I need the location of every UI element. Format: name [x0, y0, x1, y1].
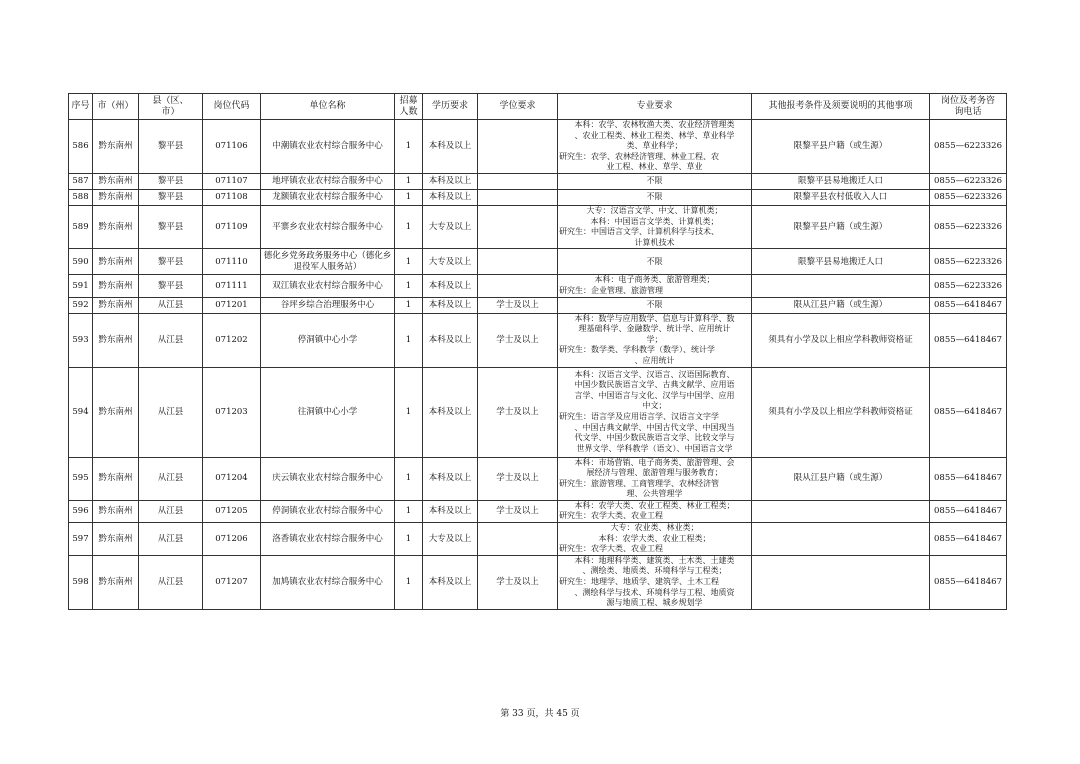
cell-count: 1 — [395, 189, 423, 205]
cell-other: 须具有小学及以上相应学科教师资格证 — [752, 367, 930, 457]
cell-city: 黔东南州 — [93, 500, 139, 522]
cell-major — [558, 189, 752, 205]
cell-other: 须具有小学及以上相应学科教师资格证 — [752, 313, 930, 367]
cell-major — [558, 367, 752, 457]
cell-city: 黔东南州 — [93, 555, 139, 609]
cell-code: 071203 — [203, 367, 261, 457]
cell-degree: 学士及以上 — [478, 500, 558, 522]
cell-other: 限从江县户籍（或生源） — [752, 457, 930, 500]
table-row — [69, 457, 1007, 500]
cell-major — [558, 205, 752, 248]
page-footer: 第 33 页，共 45 页 — [500, 709, 580, 719]
cell-count: 1 — [395, 249, 423, 275]
cell-phone: 0855—6418467 — [930, 523, 1007, 556]
major-line: 计算机技术 — [634, 237, 675, 247]
cell-degree — [478, 523, 558, 556]
major-line: 源与地质工程、城乡规划学 — [606, 598, 703, 608]
cell-major — [558, 173, 752, 189]
cell-county: 黎平县 — [139, 173, 203, 189]
cell-code: 071107 — [203, 173, 261, 189]
header-phone: 岗位及考务咨询电话 — [930, 94, 1007, 120]
cell-phone: 0855—6223326 — [930, 120, 1007, 174]
cell-seq: 596 — [69, 500, 93, 522]
cell-county: 从江县 — [139, 523, 203, 556]
cell-unit: 龙额镇农业农村综合服务中心 — [261, 189, 395, 205]
major-line: 研究生：地理学、地质学、建筑学、土木工程 — [559, 577, 719, 587]
cell-city: 黔东南州 — [93, 205, 139, 248]
cell-other: 限黎平县易地搬迁人口 — [752, 249, 930, 275]
cell-other: 限黎平县户籍（或生源） — [752, 205, 930, 248]
major-line: 不限 — [646, 256, 663, 266]
cell-unit: 地坪镇农业农村综合服务中心 — [261, 173, 395, 189]
cell-county: 黎平县 — [139, 275, 203, 297]
cell-city: 黔东南州 — [93, 367, 139, 457]
cell-phone: 0855—6418467 — [930, 500, 1007, 522]
table-row — [69, 313, 1007, 367]
cell-seq: 586 — [69, 120, 93, 174]
cell-count: 1 — [395, 205, 423, 248]
cell-degree — [478, 205, 558, 248]
cell-county: 黎平县 — [139, 205, 203, 248]
cell-city: 黔东南州 — [93, 249, 139, 275]
major-line: 本科：市场营销、电子商务类、旅游管理、会 — [574, 457, 735, 467]
cell-unit: 停洞镇农业农村综合服务中心 — [261, 500, 395, 522]
cell-degree — [478, 249, 558, 275]
cell-phone: 0855—6223326 — [930, 249, 1007, 275]
cell-other: 限黎平县户籍（或生源） — [752, 120, 930, 174]
cell-phone: 0855—6418467 — [930, 457, 1007, 500]
major-line: 类、草业科学； — [626, 141, 683, 151]
header-county: 县（区、市） — [139, 94, 203, 120]
cell-code: 071111 — [203, 275, 261, 297]
cell-city: 黔东南州 — [93, 120, 139, 174]
cell-code: 071201 — [203, 297, 261, 313]
major-line: 本科：电子商务类、旅游管理类； — [594, 275, 715, 285]
cell-seq: 589 — [69, 205, 93, 248]
table-row — [69, 173, 1007, 189]
major-line: 大专：农业类、林业类； — [610, 523, 699, 533]
cell-county: 黎平县 — [139, 120, 203, 174]
cell-other — [752, 555, 930, 609]
table-row — [69, 367, 1007, 457]
cell-code: 071109 — [203, 205, 261, 248]
cell-degree — [478, 173, 558, 189]
cell-edu: 本科及以上 — [423, 555, 478, 609]
cell-major — [558, 500, 752, 522]
header-edu: 学历要求 — [423, 94, 478, 120]
cell-unit: 谷坪乡综合治理服务中心 — [261, 297, 395, 313]
cell-unit: 中潮镇农业农村综合服务中心 — [261, 120, 395, 174]
header-seq: 序号 — [69, 94, 93, 120]
cell-count: 1 — [395, 457, 423, 500]
cell-city: 黔东南州 — [93, 457, 139, 500]
cell-phone: 0855—6223326 — [930, 189, 1007, 205]
cell-code: 071206 — [203, 523, 261, 556]
table-row — [69, 555, 1007, 609]
table-row — [69, 205, 1007, 248]
cell-unit: 停洞镇中心小学 — [261, 313, 395, 367]
major-line: 研究生：旅游管理、工商管理学、农林经济管 — [559, 478, 719, 488]
major-line: 研究生：企业管理、旅游管理 — [559, 285, 663, 295]
cell-major — [558, 555, 752, 609]
cell-county: 从江县 — [139, 367, 203, 457]
cell-seq: 590 — [69, 249, 93, 275]
major-line: 研究生：农学大类、农业工程 — [559, 511, 663, 521]
cell-unit: 平寨乡农业农村综合服务中心 — [261, 205, 395, 248]
cell-county: 从江县 — [139, 500, 203, 522]
cell-edu: 本科及以上 — [423, 313, 478, 367]
cell-count: 1 — [395, 173, 423, 189]
cell-major — [558, 249, 752, 275]
cell-county: 黎平县 — [139, 249, 203, 275]
major-line: 业工程、林业、草学、草业 — [606, 162, 703, 172]
cell-other — [752, 500, 930, 522]
cell-phone: 0855—6223326 — [930, 275, 1007, 297]
cell-code: 071204 — [203, 457, 261, 500]
header-unit: 单位名称 — [261, 94, 395, 120]
cell-phone: 0855—6418467 — [930, 555, 1007, 609]
cell-major — [558, 297, 752, 313]
cell-other — [752, 275, 930, 297]
major-line: 、中国古典文献学、中国古代文学、中国现当 — [574, 422, 735, 432]
cell-other: 限黎平县农村低收入人口 — [752, 189, 930, 205]
header-row — [69, 94, 1007, 120]
cell-seq: 587 — [69, 173, 93, 189]
cell-edu: 本科及以上 — [423, 275, 478, 297]
cell-seq: 591 — [69, 275, 93, 297]
major-line: 、农业工程类、林业工程类、林学、草业科学 — [574, 130, 735, 140]
cell-code: 071202 — [203, 313, 261, 367]
cell-other — [752, 523, 930, 556]
major-line: 不限 — [646, 299, 663, 309]
cell-code: 071106 — [203, 120, 261, 174]
major-line: 研究生：农学大类、农业工程 — [559, 544, 663, 554]
cell-county: 从江县 — [139, 555, 203, 609]
table-row — [69, 189, 1007, 205]
cell-edu: 本科及以上 — [423, 500, 478, 522]
cell-unit: 洛香镇农业农村综合服务中心 — [261, 523, 395, 556]
cell-seq: 598 — [69, 555, 93, 609]
major-line: 、应用统计 — [634, 355, 675, 365]
major-line: 本科：农学、农林牧渔大类、农业经济管理类 — [574, 120, 735, 129]
major-line: 本科：中国语言文学类、计算机类； — [590, 216, 719, 226]
cell-unit: 双江镇农业农村综合服务中心 — [261, 275, 395, 297]
cell-phone: 0855—6418467 — [930, 313, 1007, 367]
table-row — [69, 500, 1007, 522]
major-line: 本科：数学与应用数学、信息与计算科学、数 — [574, 313, 735, 323]
header-city: 市（州） — [93, 94, 139, 120]
cell-edu: 本科及以上 — [423, 120, 478, 174]
header-code: 岗位代码 — [203, 94, 261, 120]
major-line: 展经济与管理、旅游管理与服务教育； — [586, 468, 723, 478]
cell-count: 1 — [395, 120, 423, 174]
major-line: 言学、中国语言与文化、汉学与中国学、应用 — [574, 390, 735, 400]
cell-phone: 0855—6223326 — [930, 205, 1007, 248]
cell-count: 1 — [395, 275, 423, 297]
cell-unit: 庆云镇农业农村综合服务中心 — [261, 457, 395, 500]
major-line: 研究生：农学、农林经济管理、林业工程、农 — [559, 151, 719, 161]
major-line: 不限 — [646, 176, 663, 186]
cell-count: 1 — [395, 313, 423, 367]
cell-city: 黔东南州 — [93, 297, 139, 313]
cell-degree — [478, 189, 558, 205]
cell-count: 1 — [395, 500, 423, 522]
cell-unit: 加鸠镇农业农村综合服务中心 — [261, 555, 395, 609]
cell-major — [558, 313, 752, 367]
major-line: 本科：汉语言文学、汉语言、汉语国际教育、 — [574, 369, 735, 379]
major-line: 研究生：中国语言文学、计算机科学与技术、 — [559, 227, 719, 237]
recruitment-table — [68, 93, 1007, 610]
major-line: 代文学、中国少数民族语言文学、比较文学与 — [574, 433, 735, 443]
cell-degree — [478, 275, 558, 297]
header-other: 其他报考条件及须要说明的其他事项 — [752, 94, 930, 120]
cell-city: 黔东南州 — [93, 275, 139, 297]
cell-degree: 学士及以上 — [478, 555, 558, 609]
cell-seq: 593 — [69, 313, 93, 367]
major-line: 世界文学、学科教学（语文）、中国语言文学 — [576, 443, 733, 453]
cell-edu: 本科及以上 — [423, 297, 478, 313]
cell-count: 1 — [395, 297, 423, 313]
major-line: 理基础科学、金融数学、统计学、应用统计 — [578, 324, 731, 334]
cell-city: 黔东南州 — [93, 189, 139, 205]
cell-edu: 本科及以上 — [423, 173, 478, 189]
major-line: 本科：农学大类、农业工程类； — [598, 533, 711, 543]
table-row — [69, 275, 1007, 297]
major-line: 、测绘类、地质类、环境科学与工程类； — [582, 566, 727, 576]
cell-county: 黎平县 — [139, 189, 203, 205]
table-row — [69, 120, 1007, 174]
major-line: 理、公共管理学 — [626, 489, 683, 499]
header-degree: 学位要求 — [478, 94, 558, 120]
cell-phone: 0855—6418467 — [930, 297, 1007, 313]
cell-seq: 594 — [69, 367, 93, 457]
cell-major — [558, 457, 752, 500]
cell-code: 071205 — [203, 500, 261, 522]
cell-code: 071110 — [203, 249, 261, 275]
cell-county: 从江县 — [139, 313, 203, 367]
header-count: 招募人数 — [395, 94, 423, 120]
cell-city: 黔东南州 — [93, 313, 139, 367]
cell-edu: 大专及以上 — [423, 205, 478, 248]
cell-seq: 592 — [69, 297, 93, 313]
major-line: 、测绘科学与技术、环境科学与工程、地质资 — [574, 587, 735, 597]
table-row — [69, 249, 1007, 275]
major-line: 研究生：数学类、学科教学（数学）、统计学 — [559, 345, 715, 355]
major-line: 中文； — [642, 401, 667, 411]
cell-count: 1 — [395, 523, 423, 556]
cell-degree: 学士及以上 — [478, 313, 558, 367]
cell-edu: 本科及以上 — [423, 189, 478, 205]
cell-major — [558, 120, 752, 174]
major-line: 大专：汉语言文学、中文、计算机类； — [586, 205, 723, 215]
header-major: 专业要求 — [558, 94, 752, 120]
cell-major — [558, 275, 752, 297]
table-row — [69, 523, 1007, 556]
major-line: 研究生：语言学及应用语言学、汉语言文字学 — [559, 412, 719, 421]
major-line: 中国少数民族语言文学、古典文献学、应用语 — [574, 380, 735, 390]
cell-unit: 德化乡党务政务服务中心（德化乡退役军人服务站） — [261, 249, 395, 275]
cell-other: 限从江县户籍（或生源） — [752, 297, 930, 313]
cell-code: 071108 — [203, 189, 261, 205]
cell-other: 限黎平县易地搬迁人口 — [752, 173, 930, 189]
cell-edu: 大专及以上 — [423, 249, 478, 275]
cell-unit: 往洞镇中心小学 — [261, 367, 395, 457]
major-line: 本科：地理科学类、建筑类、土木类、土建类 — [574, 555, 735, 565]
cell-count: 1 — [395, 555, 423, 609]
cell-seq: 588 — [69, 189, 93, 205]
cell-phone: 0855—6223326 — [930, 173, 1007, 189]
cell-seq: 597 — [69, 523, 93, 556]
cell-degree — [478, 120, 558, 174]
major-line: 不限 — [646, 192, 663, 202]
cell-code: 071207 — [203, 555, 261, 609]
major-line: 本科：农学大类、农业工程类、林业工程类； — [574, 500, 735, 510]
cell-degree: 学士及以上 — [478, 297, 558, 313]
cell-edu: 本科及以上 — [423, 457, 478, 500]
cell-phone: 0855—6418467 — [930, 367, 1007, 457]
cell-city: 黔东南州 — [93, 523, 139, 556]
table-row — [69, 297, 1007, 313]
cell-county: 从江县 — [139, 457, 203, 500]
cell-major — [558, 523, 752, 556]
cell-degree: 学士及以上 — [478, 367, 558, 457]
cell-degree: 学士及以上 — [478, 457, 558, 500]
cell-edu: 本科及以上 — [423, 367, 478, 457]
cell-count: 1 — [395, 367, 423, 457]
cell-county: 从江县 — [139, 297, 203, 313]
cell-city: 黔东南州 — [93, 173, 139, 189]
cell-seq: 595 — [69, 457, 93, 500]
cell-edu: 大专及以上 — [423, 523, 478, 556]
major-line: 学； — [646, 334, 663, 344]
